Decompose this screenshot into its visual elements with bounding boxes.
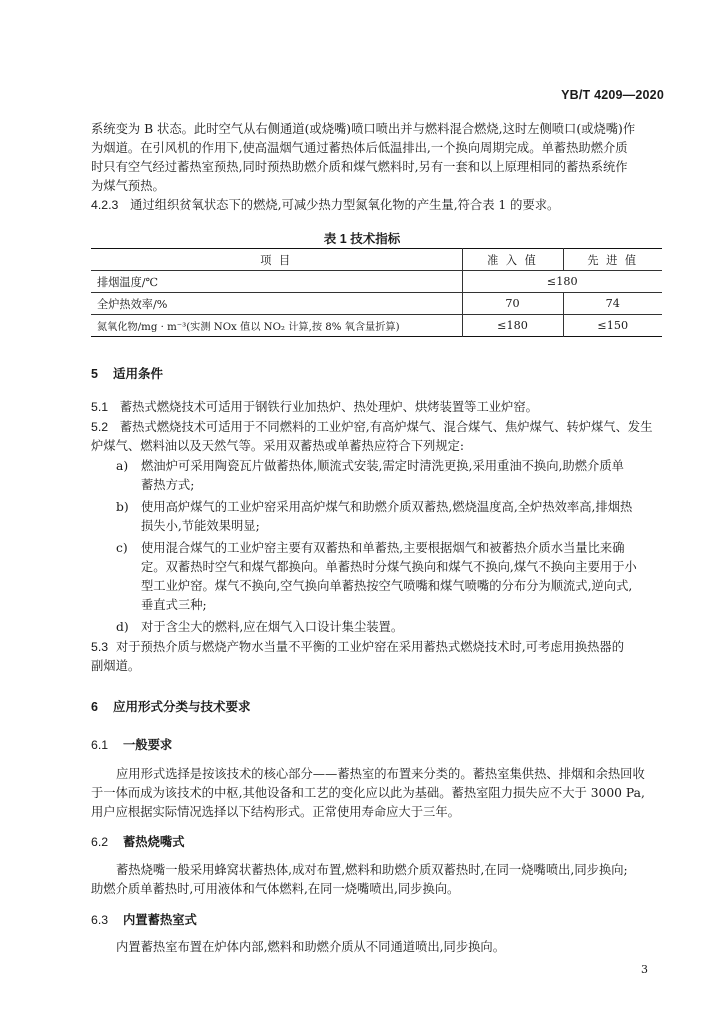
text-line: 时只有空气经过蓄热室预热,同时预热助燃介质和煤气燃料时,另有一套和以上原理相同的蓄热系统作: [91, 160, 628, 174]
text-line: 对于含尘大的燃料,应在烟气入口设计集尘装置。: [141, 620, 404, 634]
text-line: 炉煤气、燃料油以及天然气等。采用双蓄热或单蓄热应符合下列规定:: [91, 439, 465, 453]
clause-number: 4.2.3: [91, 198, 119, 212]
clause-5-1: [91, 398, 661, 417]
text-line: 使用高炉煤气的工业炉窑采用高炉煤气和助燃介质双蓄热,燃烧温度高,全炉热效率高,排烟热: [141, 500, 633, 514]
subsection-6-1-heading: [91, 735, 172, 753]
standard-code: YB/T 4209—2020: [561, 88, 664, 102]
text-line: 用户应根据实际情况选择以下结构形式。正常使用寿命应大于三年。: [91, 805, 460, 819]
subsection-title: 内置蓄热室式: [123, 913, 197, 927]
row-advanced-value: 74: [563, 293, 662, 315]
text-line: 损失小,节能效果明显;: [141, 519, 260, 533]
section-5-heading: [91, 364, 163, 382]
clause-number: 5.1: [91, 400, 109, 414]
clause-text: 蓄热式燃烧技术可适用于钢铁行业加热炉、热处理炉、烘烤装置等工业炉窑。: [119, 400, 538, 414]
column-header-entry: 准 入 值: [462, 249, 563, 271]
subsection-number: 6.2: [91, 835, 109, 849]
text-line: 燃油炉可采用陶瓷瓦片做蓄热体,顺流式安装,需定时清洗更换,采用重油不换向,助燃介质单: [141, 459, 624, 473]
subsection-title: 一般要求: [123, 738, 173, 752]
subsection-6-2-heading: [91, 832, 185, 850]
row-advanced-value: ≤150: [563, 315, 662, 337]
text-line: 蓄热烧嘴一般采用蜂窝状蓄热体,成对布置,燃料和助燃介质双蓄热时,在同一烧嘴喷出,同步换向;: [116, 863, 628, 877]
text-line: 助燃介质单蓄热时,可用液体和气体燃料,在同一烧嘴喷出,同步换向。: [91, 882, 460, 896]
table-row: [91, 271, 662, 293]
section-title: 应用形式分类与技术要求: [113, 700, 251, 714]
list-label: d): [116, 620, 129, 634]
list-label: c): [116, 541, 128, 555]
row-item: 全炉热效率/%: [91, 293, 462, 315]
clause-5-2: [91, 418, 661, 456]
column-header-item: 项 目: [91, 249, 462, 271]
subsection-number: 6.3: [91, 913, 109, 927]
section-number: 6: [91, 700, 98, 714]
table-header-row: [91, 249, 662, 271]
text-line: 内置蓄热室布置在炉体内部,燃料和助燃介质从不同通道喷出,同步换向。: [116, 940, 506, 954]
text-line: 系统变为 B 状态。此时空气从右侧通道(或烧嘴)喷口喷出并与燃料混合燃烧,这时左侧喷口(或烧嘴)作: [91, 122, 636, 136]
clause-5-3: [91, 638, 661, 676]
text-line: 为煤气预热。: [91, 179, 165, 193]
table-row: [91, 293, 662, 315]
text-line: 为烟道。在引风机的作用下,使高温烟气通过蓄热体后低温排出,一个换向周期完成。单蓄热助燃介质: [91, 141, 628, 155]
text-line: 使用混合煤气的工业炉窑主要有双蓄热和单蓄热,主要根据烟气和被蓄热介质水当量比来确: [141, 541, 625, 555]
row-item: 排烟温度/℃: [91, 271, 462, 293]
row-item: 氮氧化物/mg · m⁻³(实测 NOx 值以 NO₂ 计算,按 8% 氧含量折算): [91, 315, 462, 337]
text-line: 定。双蓄热时空气和煤气都换向。单蓄热时分煤气换向和煤气不换向,煤气不换向主要用于小: [141, 560, 637, 574]
clause-text: 蓄热式燃烧技术可适用于不同燃料的工业炉窑,有高炉煤气、混合煤气、焦炉煤气、转炉煤气、发生: [119, 420, 653, 434]
text-line: 应用形式选择是按该技术的核心部分——蓄热室的布置来分类的。蓄热室集供热、排烟和余热回收: [116, 767, 645, 781]
list-label: b): [116, 500, 129, 514]
subsection-6-2-body: [91, 861, 661, 899]
section-title: 适用条件: [113, 367, 164, 381]
row-entry-value: ≤180: [462, 315, 563, 337]
clause-4-2-3: [91, 196, 661, 215]
clause-text: 对于预热介质与燃烧产物水当量不平衡的工业炉窑在采用蓄热式燃烧技术时,可考虑用换热器的: [115, 640, 625, 654]
row-entry-value: 70: [462, 293, 563, 315]
intro-paragraph: [91, 120, 661, 196]
technical-indicators-table: [91, 248, 662, 337]
table-caption: 表 1 技术指标: [323, 232, 401, 246]
subsection-number: 6.1: [91, 738, 109, 752]
text-line: 垂直式三种;: [141, 598, 207, 612]
section-6-heading: [91, 697, 251, 715]
page-number: 3: [641, 963, 648, 976]
clause-number: 5.3: [91, 640, 109, 654]
text-line: 于一体而成为该技术的中枢,其他设备和工艺的变化应以此为基础。蓄热室阻力损失应不大于 3000 Pa,: [91, 786, 645, 800]
table-row: [91, 315, 662, 337]
list-item-b: [116, 498, 661, 536]
section-number: 5: [91, 367, 98, 381]
clause-text: 通过组织贫氧状态下的燃烧,可减少热力型氮氧化物的产生量,符合表 1 的要求。: [130, 198, 560, 212]
list-item-a: [116, 457, 661, 495]
row-merged-value: ≤180: [462, 271, 662, 293]
clause-number: 5.2: [91, 420, 109, 434]
subsection-6-3-heading: [91, 910, 197, 928]
subsection-6-1-body: [91, 765, 661, 822]
subsection-6-3-body: [91, 938, 661, 957]
text-line: 型工业炉窑。煤气不换向,空气换向单蓄热按空气喷嘴和煤气喷嘴的分布分为顺流式,逆向式,: [141, 579, 633, 593]
list-item-d: [116, 618, 661, 637]
text-line: 蓄热方式;: [141, 478, 195, 492]
subsection-title: 蓄热烧嘴式: [123, 835, 185, 849]
text-line: 副烟道。: [91, 659, 141, 673]
list-item-c: [116, 539, 661, 615]
list-label: a): [116, 459, 129, 473]
column-header-advanced: 先 进 值: [563, 249, 662, 271]
